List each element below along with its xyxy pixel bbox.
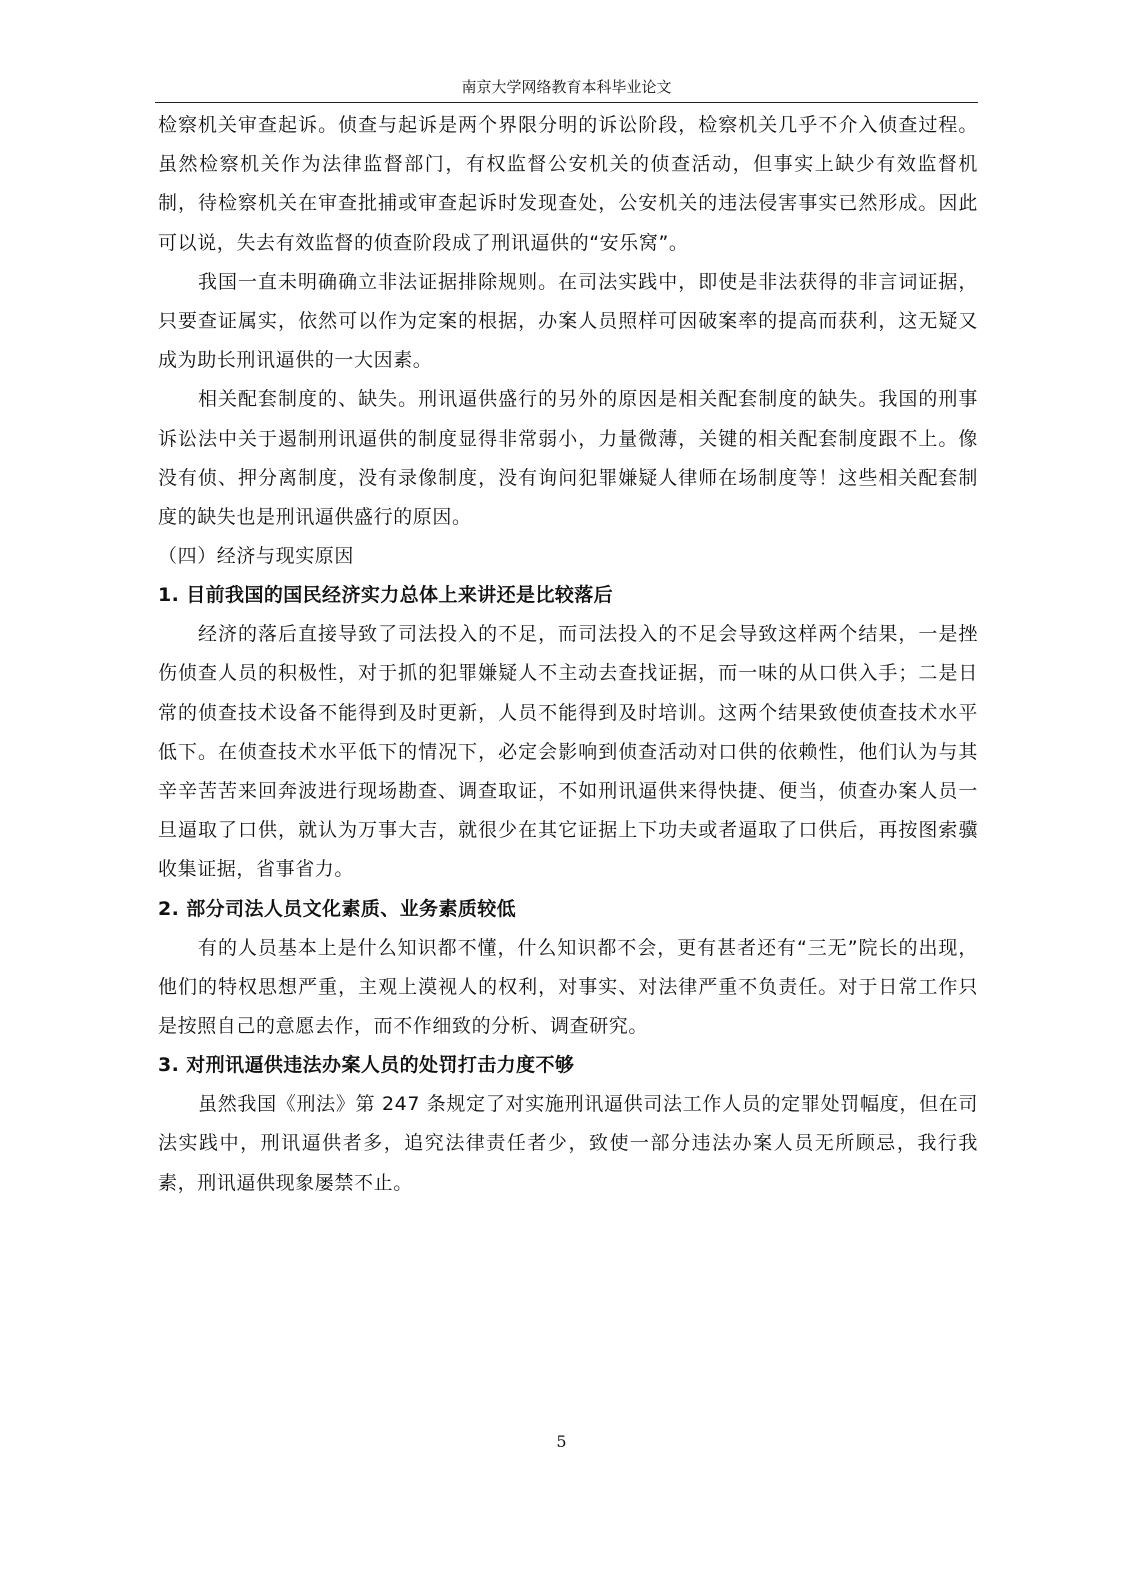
page-body (158, 106, 978, 1203)
paragraph-punishment: 虽然我国《刑法》第 247 条规定了对实施刑讯逼供司法工作人员的定罪处罚幅度，但在司法实践中，刑讯逼供者多，追究法律责任者少，致使一部分违法办案人员无所顾忌，我行我素，刑讯逼供现象屡禁不止。 (158, 1093, 978, 1194)
page-number: 5 (556, 1432, 567, 1451)
section-heading-economic: （四）经济与现实原因 (158, 545, 355, 568)
paragraph-supporting-systems: 相关配套制度的、缺失。刑讯逼供盛行的另外的原因是相关配套制度的缺失。我国的刑事诉讼法中关于遏制刑讯逼供的制度显得非常弱小，力量微薄，关键的相关配套制度跟不上。像没有侦、押分离制度，没有录像制度，没有询问犯罪嫌疑人律师在场制度等！这些相关配套制度的缺失也是刑讯逼供盛行的原因。 (158, 388, 978, 529)
running-header: 南京大学网络教育本科毕业论文 (461, 78, 672, 96)
subheading-economy: 1. 目前我国的国民经济实力总体上来讲还是比较落后 (158, 584, 614, 607)
paragraph-supervision: 检察机关审查起诉。侦查与起诉是两个界限分明的诉讼阶段，检察机关几乎不介入侦查过程。虽然检察机关作为法律监督部门，有权监督公安机关的侦查活动，但事实上缺少有效监督机制，待检察机关在审查批捕或审查起诉时发现查处，公安机关的违法侵害事实已然形成。因此可以说，失去有效监督的侦查阶段成了刑讯逼供的“安乐窝”。 (158, 114, 978, 254)
header-divider (155, 102, 978, 103)
paragraph-personnel-quality: 有的人员基本上是什么知识都不懂，什么知识都不会，更有甚者还有“三无”院长的出现，他们的特权思想严重，主观上漠视人的权利，对事实、对法律严重不负责任。对于日常工作只是按照自己的意愿去作，而不作细致的分析、调查研究。 (158, 936, 978, 1038)
paragraph-exclusion-rule: 我国一直未明确确立非法证据排除规则。在司法实践中，即使是非法获得的非言词证据，只要查证属实，依然可以作为定案的根据，办案人员照样可因破案率的提高而获利，这无疑又成为助长刑讯逼供的一大因素。 (158, 270, 978, 372)
subheading-personnel-quality: 2. 部分司法人员文化素质、业务素质较低 (158, 897, 517, 920)
paragraph-economy: 经济的落后直接导致了司法投入的不足，而司法投入的不足会导致这样两个结果，一是挫伤侦查人员的积极性，对于抓的犯罪嫌疑人不主动去查找证据，而一味的从口供入手；二是日常的侦查技术设备不能得到及时更新，人员不能得到及时培训。这两个结果致使侦查技术水平低下。在侦查技术水平低下的情况下，必定会影响到侦查活动对口供的依赖性，他们认为与其辛辛苦苦来回奔波进行现场勘查、调查取证，不如刑讯逼供来得快捷、便当，侦查办案人员一旦逼取了口供，就认为万事大吉，就很少在其它证据上下功夫或者逼取了口供后，再按图索骥收集证据，省事省力。 (158, 623, 978, 881)
subheading-punishment: 3. 对刑讯逼供违法办案人员的处罚打击力度不够 (158, 1054, 575, 1077)
